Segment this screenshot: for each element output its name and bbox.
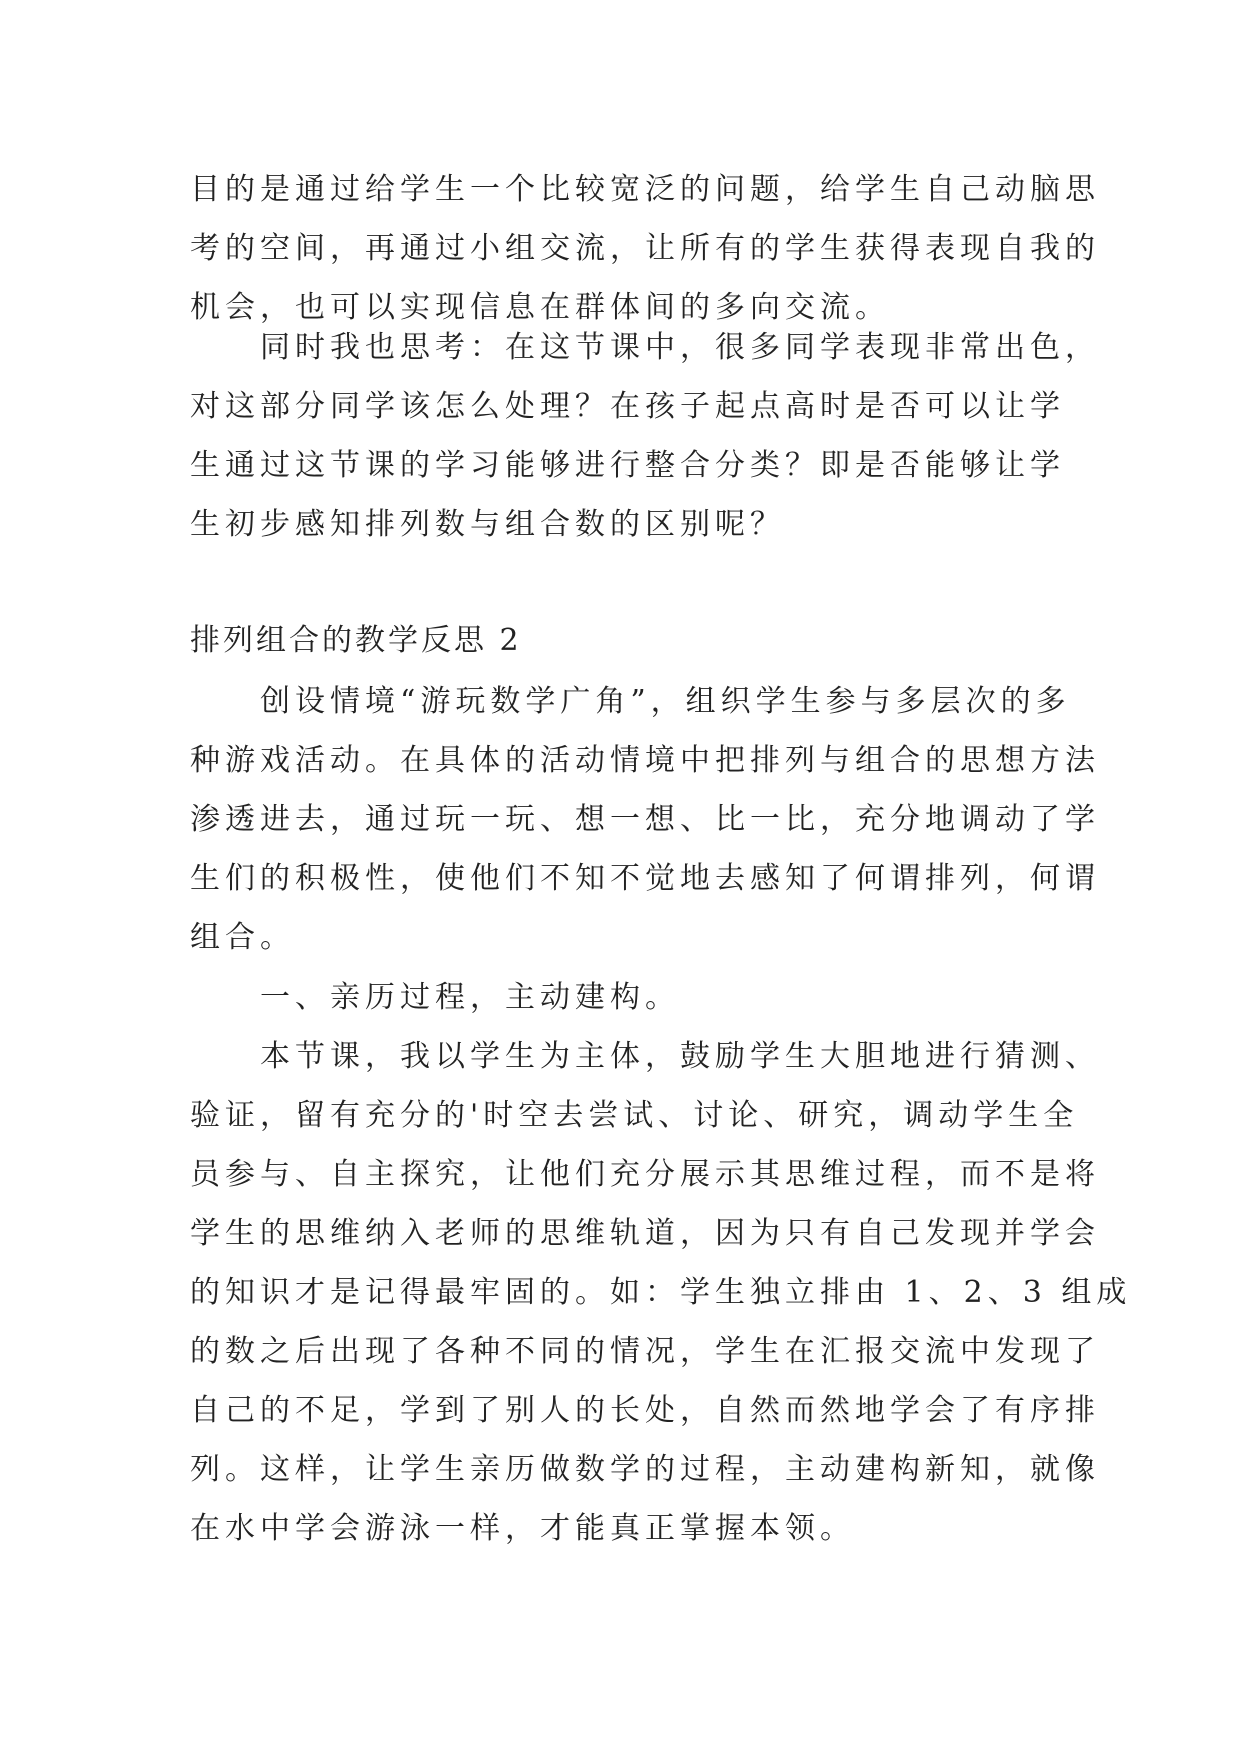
text-line: 创设情境“游玩数学广角”，组织学生参与多层次的多 xyxy=(260,684,1071,719)
text-line: 一、亲历过程，主动建构。 xyxy=(260,980,680,1015)
text-line: 渗透进去，通过玩一玩、想一想、比一比，充分地调动了学 xyxy=(190,802,1100,837)
text-line: 在水中学会游泳一样，才能真正掌握本领。 xyxy=(190,1511,855,1546)
paragraph-1 xyxy=(190,160,1100,337)
text-line: 本节课，我以学生为主体，鼓励学生大胆地进行猜测、 xyxy=(260,1039,1100,1074)
text-line: 生初步感知排列数与组合数的区别呢？ xyxy=(190,507,785,542)
paragraph-5 xyxy=(190,1027,1132,1558)
text-line: 种游戏活动。在具体的活动情境中把排列与组合的思想方法 xyxy=(190,743,1100,778)
text-line: 对这部分同学该怎么处理？在孩子起点高时是否可以让学 xyxy=(190,389,1065,424)
text-line: 学生的思维纳入老师的思维轨道，因为只有自己发现并学会 xyxy=(190,1216,1100,1251)
text-line: 生们的积极性，使他们不知不觉地去感知了何谓排列，何谓 xyxy=(190,861,1100,896)
text-line: 的数之后出现了各种不同的情况，学生在汇报交流中发现了 xyxy=(190,1334,1100,1369)
text-line: 同时我也思考：在这节课中，很多同学表现非常出色， xyxy=(260,330,1100,365)
text-line: 的知识才是记得最牢固的。如：学生独立排由 1、2、3 组成 xyxy=(190,1275,1132,1310)
paragraph-4 xyxy=(190,968,1050,1027)
text-line: 自己的不足，学到了别人的长处，自然而然地学会了有序排 xyxy=(190,1393,1100,1428)
text-line: 目的是通过给学生一个比较宽泛的问题，给学生自己动脑思 xyxy=(190,172,1100,207)
text-line: 机会，也可以实现信息在群体间的多向交流。 xyxy=(190,290,890,325)
text-line: 验证，留有充分的'时空去尝试、讨论、研究，调动学生全 xyxy=(190,1098,1079,1133)
paragraph-2 xyxy=(190,318,1100,554)
text-line: 生通过这节课的学习能够进行整合分类？即是否能够让学 xyxy=(190,448,1065,483)
text-line: 员参与、自主探究，让他们充分展示其思维过程，而不是将 xyxy=(190,1157,1100,1192)
paragraph-3 xyxy=(190,672,1100,967)
section-heading: 排列组合的教学反思 2 xyxy=(190,623,522,658)
text-line: 考的空间，再通过小组交流，让所有的学生获得表现自我的 xyxy=(190,231,1100,266)
text-line: 列。这样，让学生亲历做数学的过程，主动建构新知，就像 xyxy=(190,1452,1100,1487)
text-line: 组合。 xyxy=(190,920,295,955)
